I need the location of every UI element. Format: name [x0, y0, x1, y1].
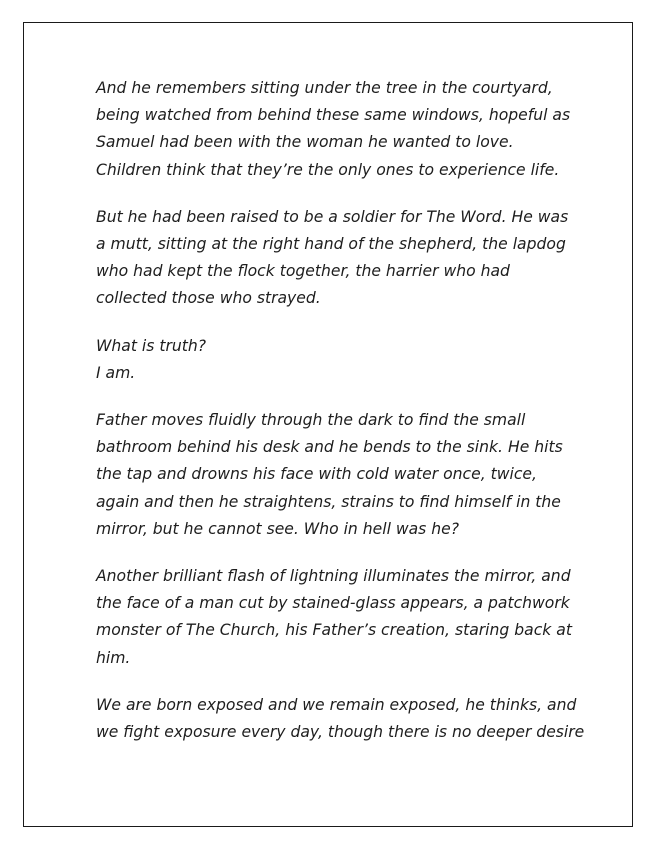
- text-line: the tap and drowns his face with cold water once, twice,: [96, 465, 537, 484]
- text-line: a mutt, sitting at the right hand of the shepherd, the lapdog: [96, 235, 566, 254]
- text-line: bathroom behind his desk and he bends to the sink. He hits: [96, 438, 563, 457]
- text-line: the face of a man cut by stained-glass appears, a patchwork: [96, 594, 570, 613]
- paragraph-soldier: [96, 204, 576, 313]
- text-line: Samuel had been with the woman he wanted to love.: [96, 133, 514, 152]
- paragraph-lightning: [96, 563, 576, 672]
- text-line: we fight exposure every day, though there is no deeper desire: [96, 723, 585, 742]
- text-line: mirror, but he cannot see. Who in hell was he?: [96, 519, 460, 538]
- text-line: again and then he straightens, strains to find himself in the: [96, 492, 561, 511]
- text-line: collected those who strayed.: [96, 289, 321, 308]
- text-line: And he remembers sitting under the tree in the courtyard,: [96, 79, 553, 97]
- paragraph-courtyard-memory: [96, 75, 576, 184]
- text-line: monster of The Church, his Father’s creation, staring back at: [96, 621, 572, 640]
- paragraph-truth: [96, 333, 576, 387]
- text-line: who had kept the flock together, the harrier who had: [96, 262, 510, 281]
- text-line: him.: [96, 648, 131, 667]
- text-line: Father moves fluidly through the dark to find the small: [96, 411, 526, 430]
- paragraph-bathroom: [96, 407, 576, 543]
- body-text: [96, 75, 585, 766]
- text-line: We are born exposed and we remain exposed, he thinks, and: [96, 695, 577, 714]
- text-line: Another brilliant flash of lightning illuminates the mirror, and: [96, 567, 571, 586]
- text-line: What is truth?: [96, 336, 207, 355]
- text-line: Children think that they’re the only ones to experience life.: [96, 160, 560, 179]
- paragraph-exposure: [96, 692, 585, 746]
- text-line: being watched from behind these same windows, hopeful as: [96, 106, 571, 125]
- text-line: I am.: [96, 363, 136, 382]
- document-page: [23, 22, 633, 827]
- text-line: But he had been raised to be a soldier for The Word. He was: [96, 207, 569, 226]
